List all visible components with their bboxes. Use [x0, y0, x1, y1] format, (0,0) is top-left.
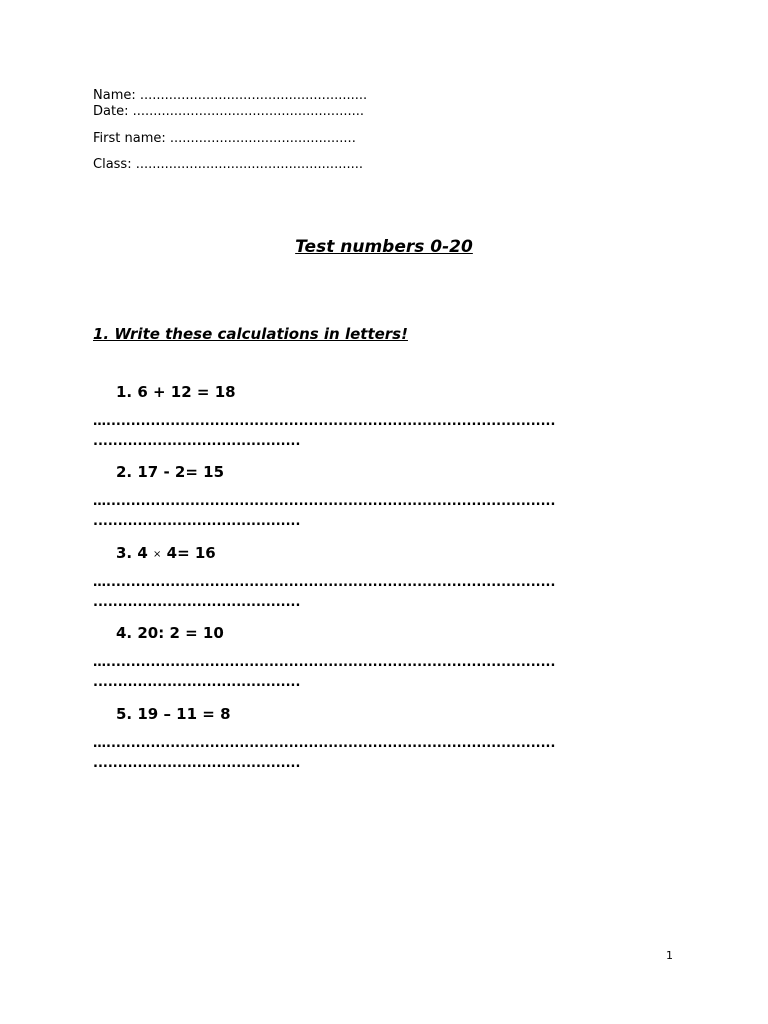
answer-line-3a: …...........................................................................................	[93, 575, 556, 590]
calculation-5: 5. 19 – 11 = 8	[116, 705, 231, 723]
answer-line-1b: ..........................................	[93, 434, 301, 449]
answer-line-1a: …...........................................................................................	[93, 414, 556, 429]
date-field: Date: ........................................................	[93, 104, 364, 119]
answer-line-2b: ..........................................	[93, 514, 301, 529]
answer-line-5a: …...........................................................................................	[93, 736, 556, 751]
calculation-3-suffix: 4= 16	[161, 544, 216, 562]
class-field: Class: .......................................................	[93, 157, 363, 172]
calculation-3-prefix: 3. 4	[116, 544, 148, 562]
answer-line-2a: …...........................................................................................	[93, 494, 556, 509]
answer-line-4a: …...........................................................................................	[93, 655, 556, 670]
page-title: Test numbers 0-20	[295, 237, 473, 257]
calculation-3	[116, 543, 216, 565]
answer-line-4b: ..........................................	[93, 675, 301, 690]
answer-line-3b: ..........................................	[93, 595, 301, 610]
section-heading: 1. Write these calculations in letters!	[93, 325, 408, 343]
answer-line-5b: ..........................................	[93, 756, 301, 771]
first-name-field: First name: .............................................	[93, 131, 356, 146]
page-number: 1	[666, 949, 673, 962]
multiply-sign: ×	[153, 549, 162, 560]
calculation-1: 1. 6 + 12 = 18	[116, 383, 236, 401]
calculation-4: 4. 20: 2 = 10	[116, 624, 224, 642]
calculation-2: 2. 17 - 2= 15	[116, 463, 225, 481]
name-field: Name: .......................................................	[93, 88, 368, 103]
